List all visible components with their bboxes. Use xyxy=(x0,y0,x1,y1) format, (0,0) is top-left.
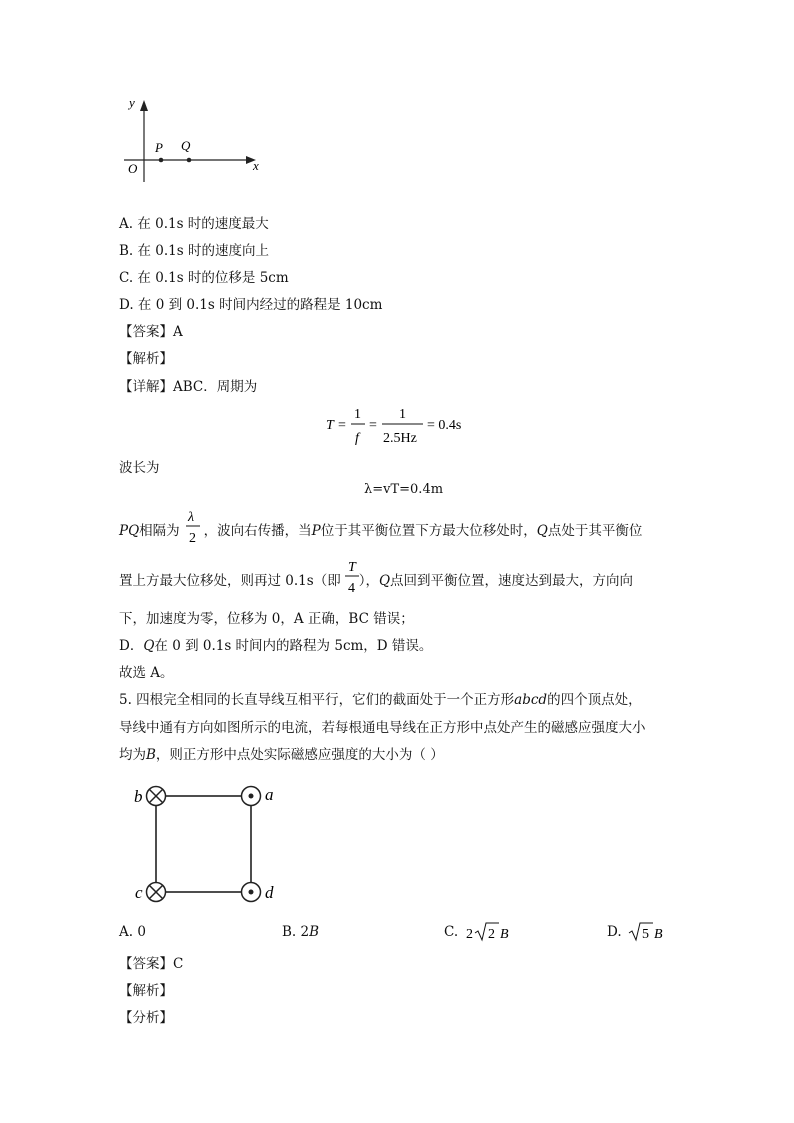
square-wires-figure xyxy=(126,780,286,910)
pq-q: Q xyxy=(536,523,548,539)
option-c-coef: 2 xyxy=(466,927,473,942)
x-label: x xyxy=(253,158,259,173)
option-c-expression xyxy=(465,920,513,944)
q4-option-b: B. 在 0.1s 时的速度向上 xyxy=(119,243,269,259)
lambda-num: λ xyxy=(188,510,195,525)
q5-option-a: A. 0 xyxy=(119,924,146,940)
option-c-symbol: B xyxy=(500,927,509,942)
line4-q: Q xyxy=(143,638,155,654)
option-c-radicand: 2 xyxy=(488,927,495,942)
lambda-den: 2 xyxy=(189,531,196,546)
line2-q: Q xyxy=(378,573,391,589)
pq-text-d: 点处于其平衡位 xyxy=(547,523,643,539)
line4-text-a: D． xyxy=(119,638,144,654)
period-formula xyxy=(322,402,472,448)
q5-option-c xyxy=(444,924,458,940)
square xyxy=(156,796,251,892)
formula-t: T xyxy=(326,418,334,433)
option-c-radical xyxy=(475,923,499,940)
q4-line3: 下，加速度为零，位移为 0，A 正确，BC 错误； xyxy=(119,611,414,627)
pq-text-a: 相隔为 xyxy=(139,523,180,539)
pq-p: P xyxy=(311,523,321,539)
q5-text-c: 均为 xyxy=(119,747,146,763)
pq-text-c: 位于其平衡位置下方最大位移处时， xyxy=(320,523,537,539)
option-d-symbol: B xyxy=(654,927,663,942)
option-b-symbol: B xyxy=(309,924,320,940)
point-q xyxy=(187,158,192,163)
q5-stem-line3 xyxy=(119,743,444,763)
wavelength-label: 波长为 xyxy=(119,460,160,476)
q5-stem-line2: 导线中通有方向如图所示的电流，若每根通电导线在正方形中点处产生的磁感应强度大小 xyxy=(119,720,646,736)
t-over-four xyxy=(343,555,363,597)
q5-text-d: ，则正方形中点处实际磁感应强度的大小为（ ） xyxy=(155,747,444,763)
q5-fenxi-heading: 【分析】 xyxy=(119,1010,173,1026)
option-d-expression xyxy=(627,920,667,944)
t-den: 4 xyxy=(348,581,355,596)
q5-option-b xyxy=(282,924,319,940)
q4-conclusion: 故选 A。 xyxy=(119,665,174,681)
point-p xyxy=(159,158,164,163)
q5-abcd: abcd xyxy=(514,692,548,708)
formula-num2: 1 xyxy=(399,407,406,422)
option-b-text: B. 2 xyxy=(282,924,310,940)
pq-text-b: ，波向右传播，当 xyxy=(203,523,312,539)
y-label: y xyxy=(129,95,135,110)
q5-text-b: 的四个顶点处， xyxy=(547,692,642,708)
q4-detail-start: 【详解】ABC．周期为 xyxy=(119,379,258,395)
formula-num1: 1 xyxy=(354,407,361,422)
line2-text-b: ）， xyxy=(358,573,379,589)
label-b: b xyxy=(134,787,143,806)
q5-b: B xyxy=(146,747,156,763)
option-c-label: C. xyxy=(444,924,459,940)
wire-b-into-page xyxy=(147,787,166,806)
p-label: P xyxy=(155,140,163,155)
lambda-over-two xyxy=(184,505,204,547)
option-d-label: D. xyxy=(607,924,622,940)
t-num: T xyxy=(348,560,356,575)
formula-den2: 2.5Hz xyxy=(383,431,417,446)
line2-text-a: 置上方最大位移处，则再过 0.1s（即 xyxy=(119,573,341,589)
q5-analysis-heading: 【解析】 xyxy=(119,983,173,999)
y-axis-arrow xyxy=(140,100,148,111)
label-a: a xyxy=(265,785,274,804)
equals-1: = xyxy=(338,418,346,433)
formula-result: = 0.4s xyxy=(427,418,462,433)
origin-label: O xyxy=(128,161,138,176)
q5-stem-line1 xyxy=(119,688,642,708)
pq-symbol: PQ xyxy=(119,523,140,539)
q4-option-d: D. 在 0 到 0.1s 时间内经过的路程是 10cm xyxy=(119,297,383,313)
label-c: c xyxy=(135,883,143,902)
wavelength-formula: λ=vT=0.4m xyxy=(364,482,444,497)
line2-text-c: 点回到平衡位置，速度达到最大，方向向 xyxy=(390,573,634,589)
q4-line4 xyxy=(119,634,432,654)
q4-answer: 【答案】A xyxy=(119,324,183,340)
q4-option-c: C. 在 0.1s 时的位移是 5cm xyxy=(119,270,289,286)
equals-2: = xyxy=(369,418,377,433)
q4-analysis-heading: 【解析】 xyxy=(119,351,173,367)
t-quarter-line xyxy=(119,569,633,589)
option-d-radical xyxy=(629,923,653,940)
wire-c-into-page xyxy=(147,883,166,902)
wire-d-out-of-page xyxy=(242,883,261,902)
label-d: d xyxy=(265,883,274,902)
option-d-radicand: 5 xyxy=(642,927,649,942)
line4-text-b: 在 0 到 0.1s 时间内的路程为 5cm，D 错误。 xyxy=(154,638,433,654)
wave-axis-figure xyxy=(110,92,270,182)
formula-den1: f xyxy=(355,431,359,446)
wire-a-out-of-page xyxy=(242,787,261,806)
q-label: Q xyxy=(181,138,191,153)
q5-option-d xyxy=(607,924,622,940)
q4-option-a: A. 在 0.1s 时的速度最大 xyxy=(119,216,269,232)
q5-text-a: 5. 四根完全相同的长直导线互相平行，它们的截面处于一个正方形 xyxy=(119,692,515,708)
q5-answer: 【答案】C xyxy=(119,956,184,972)
